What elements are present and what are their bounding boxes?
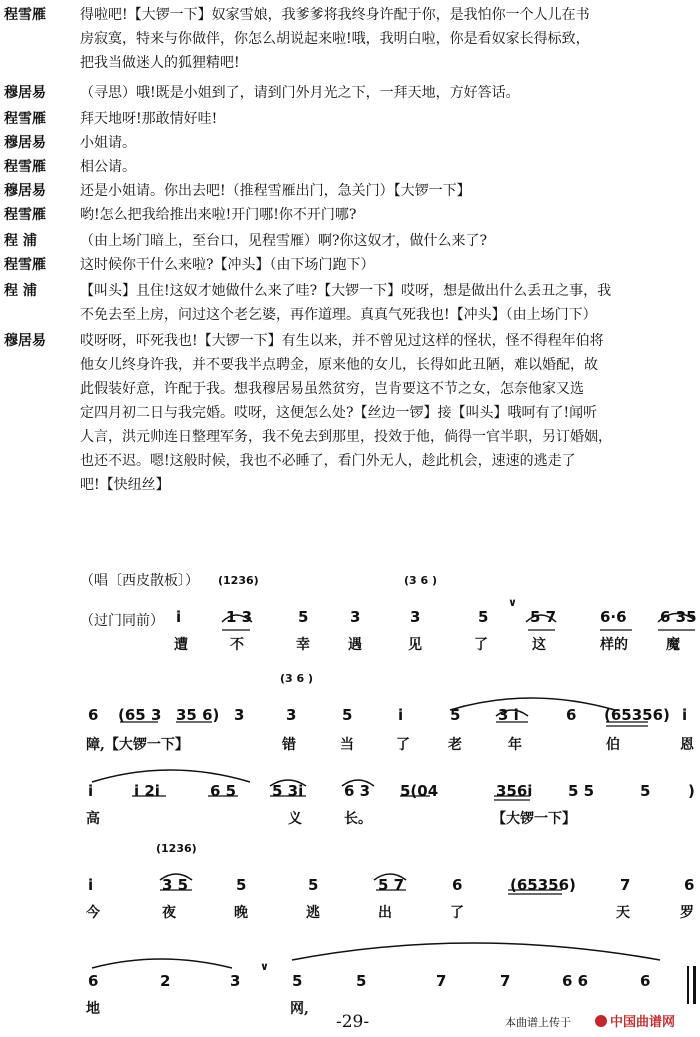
dialogue-line: （由上场门暗上，至台口，见程雪雁）啊?你这奴才，做什么来了?	[80, 233, 488, 249]
note: 3	[230, 972, 241, 990]
note: 5	[342, 706, 353, 724]
speaker-name: 穆居易	[4, 333, 46, 349]
note: 7	[436, 972, 447, 990]
speaker-name: 穆居易	[4, 183, 46, 199]
logo-text: 中国曲谱网	[610, 1015, 676, 1030]
lyric: 伯	[606, 737, 620, 753]
note: 356i	[496, 782, 533, 800]
note: 5	[236, 876, 247, 894]
lyric: 老	[448, 737, 462, 753]
dialogue-line: 他女儿终身许我，并不要我半点聘金，原来他的女儿，长得如此丑陋，难以婚配，故	[80, 357, 598, 373]
grace-note: (3 6 )	[280, 672, 314, 685]
score-prefix: （过门同前）	[80, 613, 164, 629]
note: 1 3	[226, 608, 253, 626]
breath-mark: ∨	[260, 960, 269, 973]
note: 6 5	[210, 782, 237, 800]
lyric: 夜	[162, 905, 176, 921]
speaker-name: 程雪雁	[4, 207, 46, 223]
lyric: 地	[86, 1001, 100, 1017]
lyric: 今	[86, 905, 100, 921]
breath-mark: ∨	[508, 596, 517, 609]
dialogue-line: 人言，洪元帅连日整理军务，我不免去到那里，投效于他，倘得一官半职，另订婚姻，	[80, 429, 612, 445]
speaker-name: 程雪雁	[4, 257, 46, 273]
note: 5 3i	[272, 782, 304, 800]
note: 5 7	[378, 876, 405, 894]
dialogue-line: 相公请。	[80, 159, 136, 175]
note: i	[682, 706, 688, 724]
note: i	[176, 608, 182, 626]
note: 5	[308, 876, 319, 894]
speaker-name: 穆居易	[4, 135, 46, 151]
note: 5	[450, 706, 461, 724]
upload-credit: 本曲谱上传于	[505, 1016, 571, 1029]
speaker-name: 程雪雁	[4, 159, 46, 175]
speaker-name: 程 浦	[4, 233, 37, 249]
note: 6	[88, 972, 99, 990]
note: 5	[356, 972, 367, 990]
dialogue-line: 拜天地呀!那敢情好哇!	[80, 111, 218, 127]
dialogue-line: 哟!怎么把我给推出来啦!开门哪!你不开门哪?	[80, 207, 357, 223]
lyric: 罗	[680, 905, 694, 921]
lyric: 这	[532, 637, 546, 653]
note: 7	[500, 972, 511, 990]
note: (65356)	[510, 876, 576, 894]
lyric: 错	[282, 737, 296, 753]
lyric: 天	[616, 905, 630, 921]
note: 5	[478, 608, 489, 626]
dialogue-line: 房寂寞，特来与你做伴，你怎么胡说起来啦!哦，我明白啦，你是看奴家长得标致，	[80, 31, 590, 47]
lyric: 网,	[290, 1001, 309, 1017]
lyric: 逃	[306, 905, 320, 921]
note: 6	[640, 972, 651, 990]
note: 3	[234, 706, 245, 724]
dialogue-line: 吧!【快纽丝】	[80, 477, 170, 493]
lyric: 幸	[296, 637, 310, 653]
speaker-name: 程雪雁	[4, 111, 46, 127]
note: 3	[286, 706, 297, 724]
note: 5 7	[530, 608, 557, 626]
note: 5	[292, 972, 303, 990]
lyric: 【大锣一下】	[492, 811, 576, 827]
note: 7	[620, 876, 631, 894]
sing-direction: （唱〔西皮散板〕）	[80, 573, 199, 589]
note: 5(04	[400, 782, 439, 800]
lyric: 了	[396, 737, 410, 753]
lyric: 晚	[234, 905, 248, 921]
note: 6	[566, 706, 577, 724]
lyric: 出	[378, 905, 392, 921]
note: 3	[350, 608, 361, 626]
note: i	[88, 782, 94, 800]
note: 5	[640, 782, 651, 800]
dialogue-line: 这时候你干什么来啦?【冲头】（由下场门跑下）	[80, 257, 375, 273]
note: 6	[88, 706, 99, 724]
dialogue-line: 把我当做迷人的狐狸精吧!	[80, 55, 240, 71]
note: i	[398, 706, 404, 724]
note: 3	[410, 608, 421, 626]
grace-note: (3 6 )	[404, 574, 438, 587]
speaker-name: 穆居易	[4, 85, 46, 101]
lyric: 恩	[680, 737, 694, 753]
dialogue-line: 不免去至上房，问过这个老乞婆，再作道理。真真气死我也!【冲头】（由上场门下）	[80, 307, 597, 323]
lyric: 不	[230, 637, 244, 653]
lyric: 当	[340, 737, 354, 753]
note: 6	[452, 876, 463, 894]
note: 6 35	[660, 608, 697, 626]
note: 2	[160, 972, 171, 990]
speaker-name: 程雪雁	[4, 7, 46, 23]
grace-note: (1236)	[218, 574, 259, 587]
lyric: 了	[474, 637, 488, 653]
page-number: -29-	[336, 1012, 370, 1032]
logo-mark-icon	[595, 1015, 607, 1027]
lyric: 长。	[344, 811, 372, 827]
note: 5 5	[568, 782, 595, 800]
note: 35 6)	[176, 706, 220, 724]
dialogue-line: 哎呀呀，吓死我也!【大锣一下】有生以来，并不曾见过这样的怪状，怪不得程年伯将	[80, 333, 604, 349]
note: 6 3	[344, 782, 371, 800]
note: i 2i	[134, 782, 160, 800]
dialogue-line: 还是小姐请。你出去吧!（推程雪雁出门，急关门）【大锣一下】	[80, 183, 471, 199]
lyric: 年	[508, 737, 522, 753]
lyric: 了	[450, 905, 464, 921]
note: 6	[684, 876, 695, 894]
dialogue-line: （寻思）哦!既是小姐到了，请到门外月光之下，一拜天地，方好答话。	[80, 85, 520, 101]
lyric: 魔	[666, 637, 680, 653]
lyric: 高	[86, 811, 100, 827]
speaker-name: 程 浦	[4, 283, 37, 299]
lyric: 见	[408, 637, 422, 653]
note: 5	[298, 608, 309, 626]
note: (65356)	[604, 706, 670, 724]
dialogue-line: 也还不迟。嗯!这般时候，我也不必睡了，看门外无人，趁此机会，速速的逃走了	[80, 453, 576, 469]
site-logo	[595, 1011, 675, 1030]
final-barline	[687, 966, 696, 1004]
note: 3 i	[498, 706, 519, 724]
dialogue-line: 【叫头】且住!这奴才她做什么来了哇?【大锣一下】哎呀，想是做出什么丢丑之事，我	[80, 283, 612, 299]
note: (65 3	[118, 706, 162, 724]
lyric: 遭	[174, 637, 188, 653]
lyric: 样的	[600, 637, 628, 653]
lyric: 障,【大锣一下】	[86, 737, 189, 753]
note: i	[88, 876, 94, 894]
grace-note: (1236)	[156, 842, 197, 855]
note: )	[688, 782, 695, 800]
dialogue-line: 得啦吧!【大锣一下】奴家雪娘，我爹爹将我终身许配于你，是我怕你一个人儿在书	[80, 7, 590, 23]
dialogue-line: 小姐请。	[80, 135, 136, 151]
dialogue-line: 定四月初二日与我完婚。哎呀，这便怎么处?【丝边一锣】接【叫头】哦呵有了!闻听	[80, 405, 598, 421]
lyric: 遇	[348, 637, 362, 653]
dialogue-line: 此假装好意，许配于我。想我穆居易虽然贫穷，岂肯要这不节之女，怎奈他家又选	[80, 381, 584, 397]
note: 3 5	[162, 876, 189, 894]
note: 6 6	[562, 972, 589, 990]
lyric: 义	[288, 811, 302, 827]
note: 6·6	[600, 608, 627, 626]
